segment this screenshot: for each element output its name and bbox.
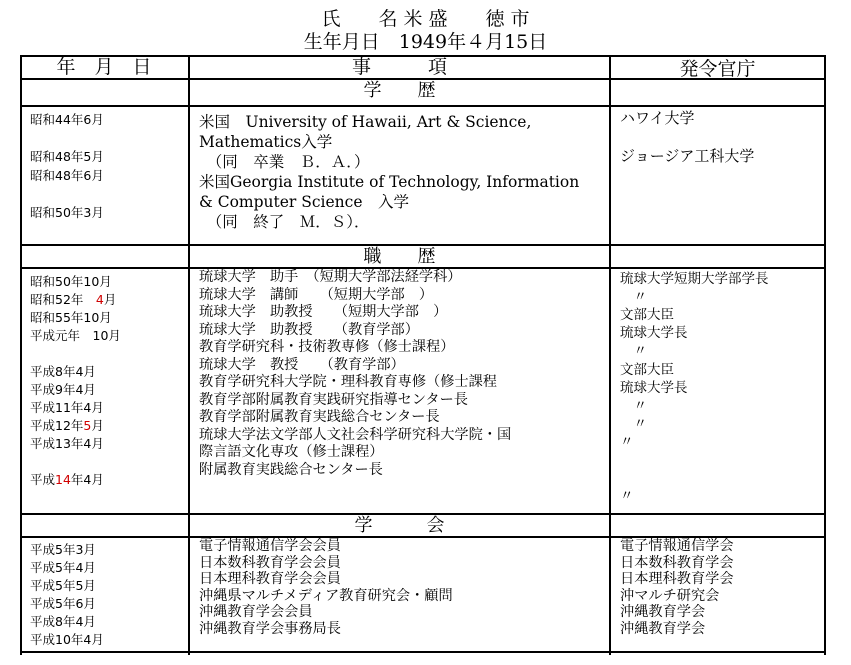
date-entry: 昭和44年6月 [30, 112, 104, 127]
section-title-society: 学 会 [354, 515, 445, 536]
history-entry: 琉球大学 講師 （短期大学部 ） [199, 286, 434, 303]
date-part: 月 [91, 418, 104, 433]
date-part: 平成12年 [30, 418, 84, 433]
authority-entry: 沖縄教育学会 [620, 604, 706, 620]
history-entry: （同 卒業 Ｂ．Ａ．） [199, 153, 370, 171]
date-entry [30, 309, 112, 327]
authority-entry: 〃 [620, 488, 634, 505]
authority-entry: 日本理科教育学会 [620, 571, 734, 587]
date-entry [30, 363, 96, 381]
section-title-career: 職 歴 [363, 246, 436, 267]
authority-entry: 沖マルチ研究会 [620, 587, 720, 604]
history-entry: 沖縄県マルチメディア教育研究会・顧問 [199, 587, 453, 604]
authority-entry: 〃 [620, 343, 647, 360]
history-entry: 電子情報通信学会会員 [199, 538, 341, 554]
authority-entry: 〃 [620, 433, 634, 450]
authority-entry: ジョージア工科大学 [620, 147, 755, 165]
table-rule [20, 651, 826, 653]
name-line: 氏 名 米 盛 徳 市 [321, 8, 530, 30]
date-part: 月 [103, 292, 117, 307]
date-part: 平成11年4月 [30, 400, 104, 415]
date-entry: 平成5年3月 [30, 542, 96, 557]
date-part: 平成9年4月 [30, 382, 96, 397]
date-entry [30, 417, 104, 435]
history-entry: 教育学研究科大学院・理科教育専修（修士課程 [199, 374, 497, 390]
authority-entry: 琉球大学長 [620, 379, 688, 396]
column-header-item: 事 項 [351, 56, 447, 78]
date-part: 平成 [30, 472, 56, 487]
history-entry: 教育学部附属教育実践研究指導センター長 [199, 391, 468, 408]
history-entry: 教育学部附属教育実践総合センター長 [199, 409, 440, 425]
history-entry: 沖縄教育学会会員 [199, 604, 313, 620]
column-header-authority: 発令官庁 [679, 58, 756, 80]
column-divider [188, 55, 190, 655]
date-entry [30, 399, 104, 417]
date-entry [30, 291, 116, 309]
authority-entry: 〃 [620, 289, 647, 306]
history-entry: 琉球大学 助教授 （教育学部） [199, 321, 419, 338]
date-part: 昭和50年10月 [30, 274, 112, 289]
date-entry [30, 327, 121, 345]
history-entry: 琉球大学 助教授 （短期大学部 ） [199, 304, 448, 320]
authority-entry: 琉球大学短期大学部学長 [620, 271, 769, 287]
authority-entry: 日本数科教育学会 [620, 554, 734, 571]
history-entry: 教育学研究科・技術教専修（修士課程） [199, 339, 455, 355]
authority-entry: 文部大臣 [620, 361, 674, 378]
authority-entry: 〃 [620, 397, 647, 414]
date-entry [30, 471, 104, 489]
birth-date-line: 生年月日 1949年４月15日 [303, 31, 548, 53]
history-entry: （同 終了 Ｍ．Ｓ）． [199, 213, 370, 231]
date-highlight: 14 [55, 472, 71, 487]
history-entry: 附属教育実践総合センター長 [199, 461, 383, 478]
date-entry: 昭和50年3月 [30, 204, 104, 220]
authority-entry: 琉球大学長 [620, 325, 688, 342]
date-entry: 平成5年5月 [30, 578, 96, 593]
table-rule [20, 105, 826, 107]
date-part: 昭和55年10月 [30, 310, 112, 325]
date-highlight: 5 [83, 418, 92, 433]
date-entry: 平成8年4月 [30, 614, 96, 629]
history-entry: 日本理科教育学会会員 [199, 571, 341, 587]
history-entry: 日本数科教育学会会員 [199, 554, 341, 571]
date-highlight: 4 [95, 292, 104, 307]
history-entry: 琉球大学法文学部人文社会科学研究科大学院・国 [199, 426, 512, 443]
table-border-right [824, 55, 826, 655]
history-entry: 沖縄教育学会事務局長 [199, 620, 341, 637]
history-entry: 琉球大学 教授 （教育学部） [199, 356, 405, 373]
date-part: 平成13年4月 [30, 436, 104, 451]
date-part: 昭和52年 [30, 292, 96, 307]
history-entry: 米国 University of Hawaii, Art & Science, [199, 113, 532, 131]
column-header-date: 年 月 日 [56, 56, 152, 78]
date-entry [30, 273, 112, 291]
authority-entry: ハワイ大学 [620, 109, 695, 127]
date-entry [30, 435, 104, 453]
resume-table [20, 55, 826, 665]
date-part: 年4月 [70, 472, 104, 487]
authority-entry: 電子情報通信学会 [620, 538, 734, 554]
date-part: 平成元年 10月 [30, 328, 121, 343]
history-entry: 琉球大学 助手 （短期大学部法経学科） [199, 269, 462, 285]
date-entry: 昭和48年6月 [30, 167, 104, 183]
table-border-left [20, 55, 22, 655]
date-part: 平成8年4月 [30, 364, 96, 379]
date-entry: 平成5年4月 [30, 560, 96, 575]
date-entry: 昭和48年5月 [30, 149, 104, 164]
history-entry: Mathematics入学 [199, 133, 333, 151]
column-divider [609, 55, 611, 655]
history-entry: & Computer Science 入学 [199, 193, 410, 211]
history-entry: 米国Georgia Institute of Technology, Information [199, 173, 580, 191]
authority-entry: 沖縄教育学会 [620, 620, 706, 637]
section-title-education: 学 歴 [363, 80, 436, 101]
history-entry: 際言語文化専攻（修士課程） [199, 444, 384, 460]
date-entry: 平成5年6月 [30, 596, 96, 611]
date-entry [30, 381, 96, 399]
date-entry: 平成10年4月 [30, 632, 104, 647]
authority-entry: 文部大臣 [620, 307, 674, 324]
authority-entry: 〃 [620, 415, 647, 432]
